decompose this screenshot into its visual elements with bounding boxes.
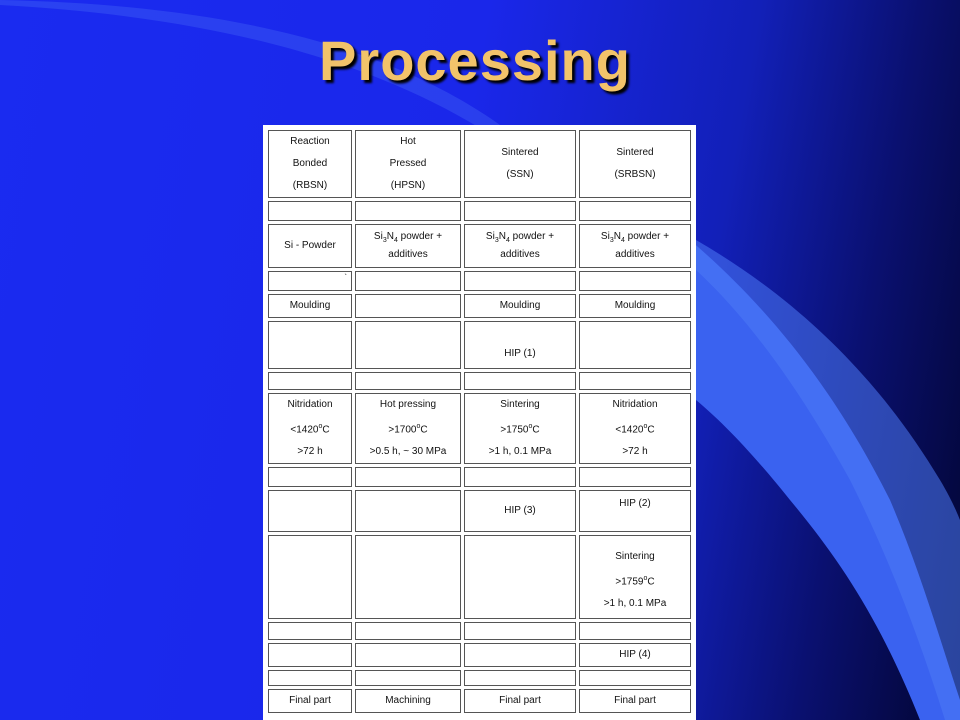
material-text: additives (615, 249, 655, 260)
process-text: Hot pressing (379, 399, 437, 410)
header-text: Bonded (292, 158, 328, 169)
moulding-cell: Moulding (579, 294, 691, 318)
table-row-spacer (268, 372, 691, 390)
table-row-spacer (268, 467, 691, 487)
final-cell: Machining (355, 689, 461, 713)
slide-title: Processing (319, 29, 631, 92)
process-text: Nitridation (287, 399, 333, 410)
table-cell (268, 643, 352, 667)
table-cell (268, 622, 352, 640)
header-hpsn (355, 130, 461, 198)
table-row-header (268, 130, 691, 198)
hip3-cell: HIP (3) (464, 490, 576, 532)
final-cell: Final part (268, 689, 352, 713)
table-row-spacer (268, 622, 691, 640)
table-row-spacer (268, 271, 691, 291)
hip4-cell: HIP (4) (579, 643, 691, 667)
header-text: (HPSN) (390, 180, 426, 191)
table-cell (464, 535, 576, 619)
table-cell (579, 670, 691, 686)
table-cell (464, 201, 576, 221)
process-text: $<1420^oC$ (615, 423, 655, 436)
process-text: Nitridation (612, 399, 658, 410)
material-text: $Si_3N_4$ powder + (373, 231, 443, 244)
table-cell (355, 490, 461, 532)
table-row-starting-material (268, 224, 691, 268)
table-cell (268, 321, 352, 369)
header-text: (RBSN) (292, 180, 328, 191)
header-text: Sintered (616, 147, 654, 158)
material-cell (268, 224, 352, 268)
process-text: Sintering (615, 551, 655, 562)
table-cell (355, 467, 461, 487)
table-cell (355, 271, 461, 291)
process-text: $>1759^oC$ (615, 575, 655, 588)
process-cell (268, 393, 352, 464)
stray-mark: ` (344, 273, 347, 282)
process-text: $>1700^oC$ (388, 423, 428, 436)
table-cell (268, 201, 352, 221)
table-cell (355, 643, 461, 667)
process-cell (579, 393, 691, 464)
process-cell (355, 393, 461, 464)
table-row-hip1 (268, 321, 691, 369)
process-text: >72 h (297, 446, 323, 458)
sintering-cell (579, 535, 691, 619)
header-text: (SSN) (506, 169, 534, 180)
table-row-final (268, 689, 691, 713)
table-cell (464, 670, 576, 686)
table-row-spacer (268, 670, 691, 686)
table-row-moulding (268, 294, 691, 318)
table-cell (579, 321, 691, 369)
material-text: $Si_3N_4$ powder + (485, 231, 555, 244)
material-cell (355, 224, 461, 268)
table-cell (355, 622, 461, 640)
table-cell (268, 372, 352, 390)
final-cell: Final part (579, 689, 691, 713)
material-text: additives (500, 249, 540, 260)
process-cell (464, 393, 576, 464)
hip1-cell: HIP (1) (464, 321, 576, 369)
process-text: $>1750^oC$ (500, 423, 540, 436)
header-text: Hot (400, 136, 416, 147)
table-cell (355, 535, 461, 619)
process-text: $<1420^oC$ (290, 423, 330, 436)
table-cell (268, 271, 352, 291)
process-text: >72 h (622, 446, 648, 458)
final-cell: Final part (464, 689, 576, 713)
header-rbsn (268, 130, 352, 198)
table-cell (464, 643, 576, 667)
table-cell (464, 372, 576, 390)
table-cell (579, 372, 691, 390)
table-cell (355, 201, 461, 221)
table-cell (579, 622, 691, 640)
table-cell (464, 271, 576, 291)
table-cell (268, 670, 352, 686)
header-text: Sintered (501, 147, 539, 158)
table-row-spacer (268, 201, 691, 221)
header-text: Reaction (290, 136, 330, 147)
table-cell (268, 535, 352, 619)
material-cell (464, 224, 576, 268)
table-row-second-sintering (268, 535, 691, 619)
material-text: additives (388, 249, 428, 260)
table-cell (355, 670, 461, 686)
process-text: >1 h, 0.1 MPa (603, 598, 667, 610)
table-cell (268, 490, 352, 532)
table-cell (579, 271, 691, 291)
table-row-hip (268, 490, 691, 532)
table-cell (464, 622, 576, 640)
process-text: >0.5 h, ~ 30 MPa (369, 446, 447, 458)
moulding-cell: Moulding (268, 294, 352, 318)
moulding-cell (355, 294, 461, 318)
table-cell (579, 467, 691, 487)
header-srbsn (579, 130, 691, 198)
process-text: Sintering (500, 399, 540, 410)
process-table-sheet (263, 125, 696, 720)
table-row-main-process (268, 393, 691, 464)
material-cell (579, 224, 691, 268)
header-text: Pressed (389, 158, 427, 169)
table-cell (579, 201, 691, 221)
process-table (265, 127, 694, 716)
header-text: (SRBSN) (614, 169, 656, 180)
material-text: $Si_3N_4$ powder + (600, 231, 670, 244)
table-cell (464, 467, 576, 487)
table-cell (268, 467, 352, 487)
moulding-cell: Moulding (464, 294, 576, 318)
hip2-cell: HIP (2) (579, 490, 691, 532)
header-ssn (464, 130, 576, 198)
table-row-hip4 (268, 643, 691, 667)
material-text: Si - Powder (284, 240, 336, 251)
process-text: >1 h, 0.1 MPa (488, 446, 552, 458)
table-cell (355, 321, 461, 369)
table-cell (355, 372, 461, 390)
